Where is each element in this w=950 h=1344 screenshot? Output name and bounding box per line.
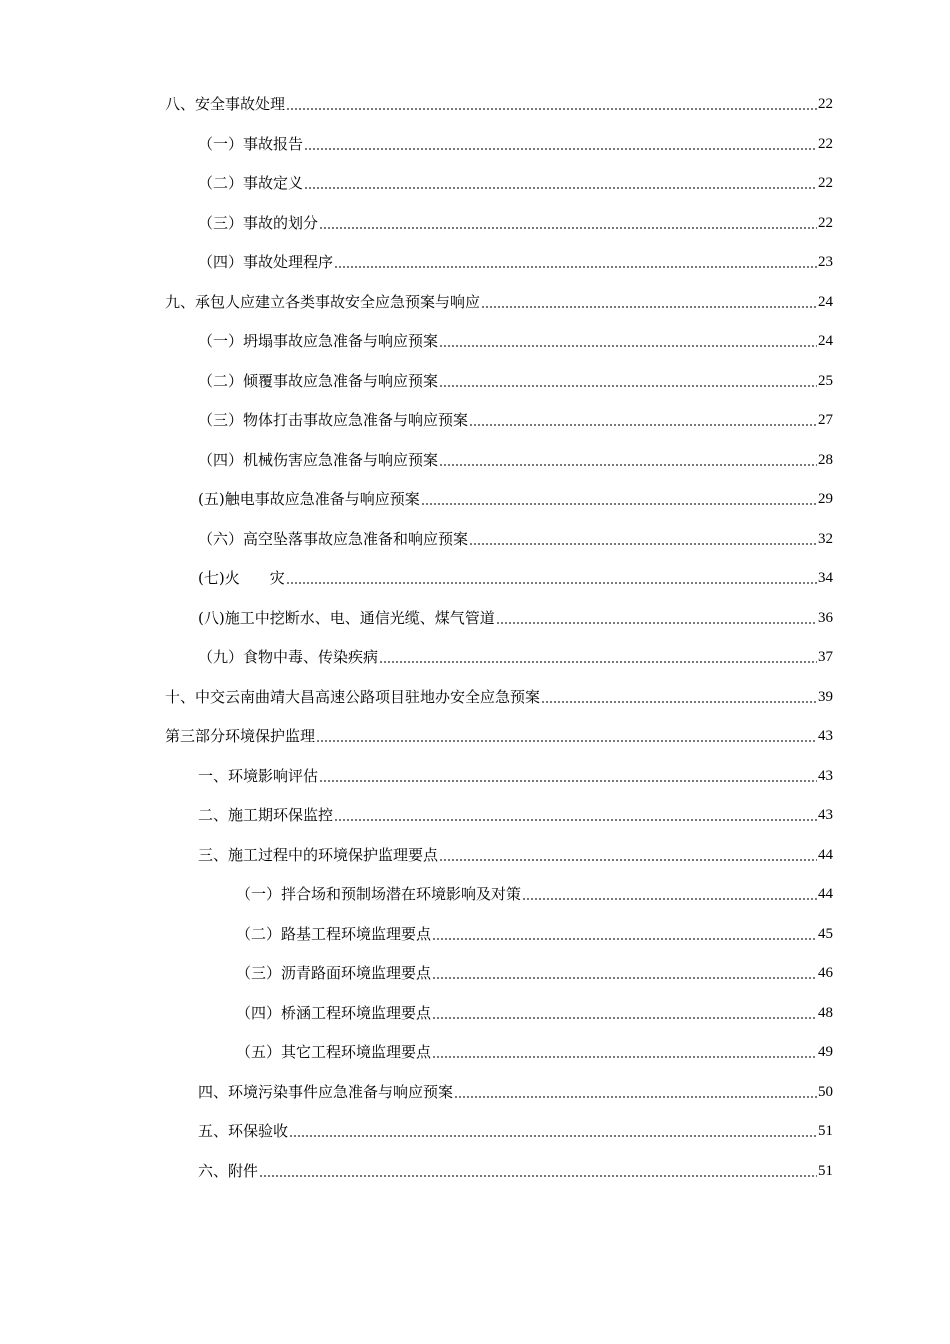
toc-dot-leader	[304, 148, 817, 150]
toc-entry-page: 24	[818, 333, 833, 349]
toc-entry-title: 四、环境污染事件应急准备与响应预案	[198, 1082, 454, 1101]
toc-entry-page: 22	[818, 135, 833, 152]
toc-entry-page: 22	[818, 96, 833, 112]
toc-entry-title: 八、安全事故处理	[165, 95, 286, 113]
toc-entry[interactable]	[165, 88, 833, 114]
toc-entry[interactable]	[198, 207, 833, 233]
toc-entry[interactable]	[236, 957, 833, 983]
toc-entry-title: （五）其它工程环境监理要点	[236, 1043, 432, 1061]
toc-entry-title: 第三部分环境保护监理	[165, 727, 316, 745]
toc-dot-leader	[432, 1056, 817, 1058]
toc-entry[interactable]	[198, 799, 833, 825]
toc-dot-leader	[421, 503, 817, 505]
toc-entry-title: （三）沥青路面环境监理要点	[236, 964, 432, 982]
toc-entry-page: 22	[818, 214, 833, 231]
toc-entry[interactable]	[198, 1076, 833, 1102]
toc-dot-leader	[481, 306, 817, 308]
toc-entry-page: 24	[818, 293, 833, 310]
toc-dot-leader	[469, 424, 817, 426]
toc-entry-page: 43	[818, 728, 833, 744]
toc-dot-leader	[439, 385, 817, 387]
toc-entry-title: 二、施工期环保监控	[198, 806, 334, 824]
toc-entry-page: 51	[818, 1123, 833, 1139]
toc-entry-title: (五)触电事故应急准备与响应预案	[198, 490, 420, 508]
toc-entry-title: （三）物体打击事故应急准备与响应预案	[198, 411, 469, 429]
toc-entry-title: 六、附件	[198, 1161, 259, 1180]
toc-dot-leader	[432, 977, 817, 979]
toc-entry-title: （四）桥涵工程环境监理要点	[236, 1003, 432, 1022]
toc-dot-leader	[316, 740, 817, 742]
toc-entry[interactable]	[236, 878, 833, 904]
toc-entry[interactable]	[198, 325, 833, 351]
toc-entry-page: 25	[818, 372, 833, 389]
toc-entry-title: (八)施工中挖断水、电、通信光缆、煤气管道	[198, 608, 495, 627]
toc-entry-page: 44	[818, 886, 833, 902]
toc-entry[interactable]	[198, 602, 833, 628]
toc-entry[interactable]	[198, 839, 833, 865]
toc-entry-title: （一）坍塌事故应急准备与响应预案	[198, 332, 439, 350]
toc-entry-page: 29	[818, 491, 833, 507]
toc-entry[interactable]	[198, 760, 833, 786]
toc-dot-leader	[286, 582, 817, 584]
toc-dot-leader	[432, 938, 817, 940]
toc-entry-title: （一）拌合场和预制场潜在环境影响及对策	[236, 885, 522, 903]
toc-entry-page: 51	[818, 1162, 833, 1179]
toc-entry-page: 44	[818, 846, 833, 863]
toc-dot-leader	[496, 622, 817, 624]
toc-dot-leader	[522, 898, 817, 900]
toc-entry[interactable]	[198, 562, 833, 588]
toc-entry[interactable]	[236, 1036, 833, 1062]
toc-dot-leader	[454, 1096, 817, 1098]
toc-entry-title: （二）倾覆事故应急准备与响应预案	[198, 371, 439, 390]
toc-dot-leader	[286, 108, 817, 110]
toc-entry[interactable]	[198, 128, 833, 154]
toc-entry[interactable]	[198, 1155, 833, 1181]
toc-entry-page: 49	[818, 1044, 833, 1060]
toc-entry[interactable]	[198, 444, 833, 470]
toc-entry-title: (七)火 灾	[198, 569, 285, 587]
toc-entry-title: （四）机械伤害应急准备与响应预案	[198, 450, 439, 469]
toc-entry-page: 45	[818, 925, 833, 942]
toc-entry-page: 27	[818, 412, 833, 428]
toc-entry-page: 37	[818, 649, 833, 665]
toc-entry[interactable]	[236, 997, 833, 1023]
toc-entry[interactable]	[198, 523, 833, 549]
toc-entry[interactable]	[198, 404, 833, 430]
toc-entry-page: 43	[818, 767, 833, 784]
toc-entry[interactable]	[165, 720, 833, 746]
toc-dot-leader	[319, 227, 817, 229]
toc-entry-page: 36	[818, 609, 833, 626]
toc-entry[interactable]	[198, 483, 833, 509]
toc-entry[interactable]	[198, 246, 833, 272]
toc-entry-title: （六）高空坠落事故应急准备和响应预案	[198, 529, 469, 548]
toc-entry-page: 50	[818, 1083, 833, 1100]
toc-entry-title: （一）事故报告	[198, 134, 304, 153]
toc-entry-title: 九、承包人应建立各类事故安全应急预案与响应	[165, 292, 481, 311]
toc-dot-leader	[439, 859, 817, 861]
toc-entry-page: 43	[818, 807, 833, 823]
toc-entry-title: （九）食物中毒、传染疾病	[198, 648, 379, 666]
toc-entry[interactable]	[198, 365, 833, 391]
toc-dot-leader	[334, 819, 817, 821]
toc-entry-title: 一、环境影响评估	[198, 766, 319, 785]
toc-entry[interactable]	[198, 167, 833, 193]
toc-entry-title: （三）事故的划分	[198, 213, 319, 232]
toc-entry-page: 23	[818, 254, 833, 270]
toc-entry[interactable]	[198, 1115, 833, 1141]
toc-dot-leader	[259, 1175, 817, 1177]
toc-dot-leader	[289, 1135, 817, 1137]
toc-entry-page: 46	[818, 965, 833, 981]
toc-entry-title: 十、中交云南曲靖大昌高速公路项目驻地办安全应急预案	[165, 687, 541, 706]
toc-dot-leader	[319, 780, 817, 782]
toc-entry[interactable]	[236, 918, 833, 944]
toc-entry-page: 39	[818, 688, 833, 705]
toc-dot-leader	[379, 661, 817, 663]
toc-entry-title: 五、环保验收	[198, 1122, 289, 1140]
toc-entry-page: 48	[818, 1004, 833, 1021]
toc-entry-title: 三、施工过程中的环境保护监理要点	[198, 845, 439, 864]
toc-dot-leader	[469, 543, 817, 545]
toc-entry-title: （四）事故处理程序	[198, 253, 334, 271]
toc-entry-page: 22	[818, 175, 833, 191]
toc-entry[interactable]	[198, 641, 833, 667]
toc-dot-leader	[432, 1017, 817, 1019]
toc-entry-title: （二）事故定义	[198, 174, 304, 192]
toc-dot-leader	[541, 701, 817, 703]
toc-dot-leader	[304, 187, 817, 189]
toc-entry-page: 32	[818, 530, 833, 547]
toc-entry-title: （二）路基工程环境监理要点	[236, 924, 432, 943]
toc-entry[interactable]	[165, 286, 833, 312]
toc-entry[interactable]	[165, 681, 833, 707]
toc-entry-page: 28	[818, 451, 833, 468]
toc-dot-leader	[439, 464, 817, 466]
toc-dot-leader	[439, 345, 817, 347]
toc-entry-page: 34	[818, 570, 833, 586]
toc-dot-leader	[334, 266, 817, 268]
